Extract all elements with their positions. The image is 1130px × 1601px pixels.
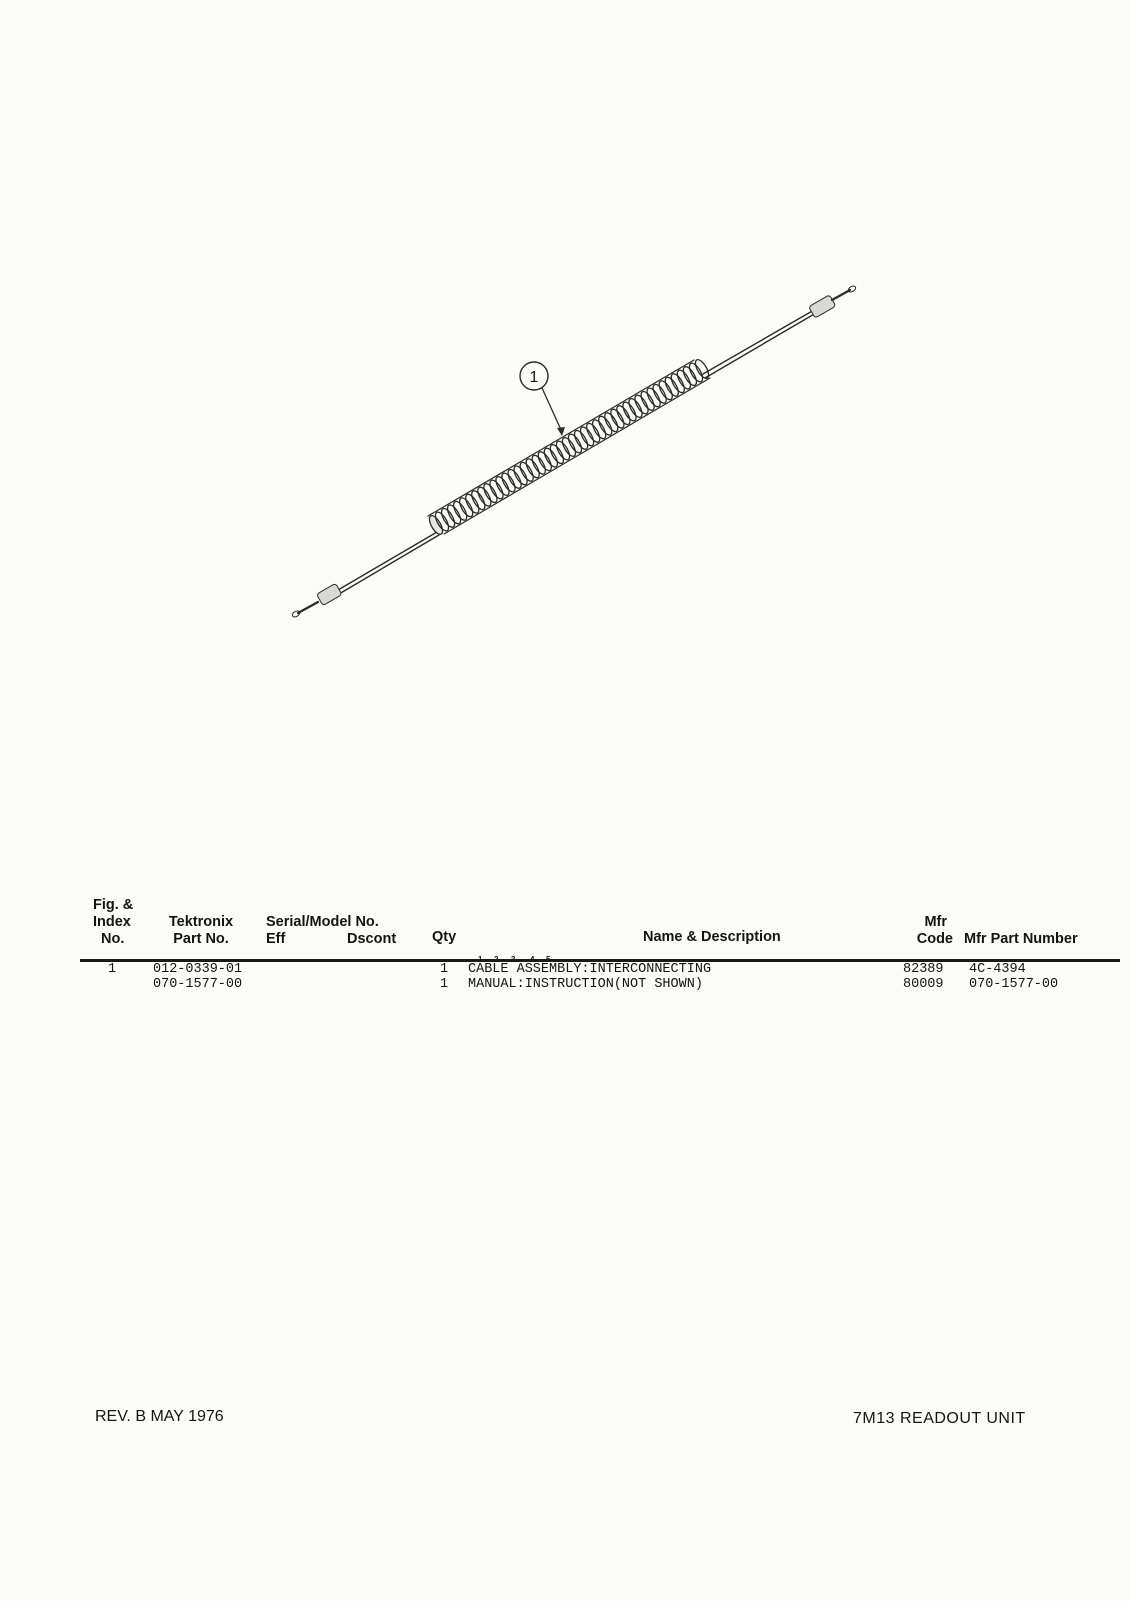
header-fig-index [93, 897, 133, 948]
footer-revision: REV. B MAY 1976 [95, 1408, 224, 1425]
callout-arrowhead [557, 427, 565, 436]
cable-assembly [291, 285, 856, 618]
callout-number: 1 [529, 369, 539, 386]
header-mfr-part-number: Mfr Part Number [964, 931, 1078, 947]
header-tek-line2: Part No. [173, 931, 229, 947]
header-name-description: Name & Description [643, 929, 781, 945]
header-serial-model: Serial/Model No. [266, 914, 379, 930]
upper-connector [809, 285, 857, 318]
footer-title: 7M13 READOUT UNIT [853, 1410, 1026, 1427]
row-mfr-code: 80009 [903, 977, 944, 992]
row-index: 1 [108, 962, 117, 977]
header-eff: Eff [266, 931, 286, 947]
cable-assembly-illustration [0, 0, 1130, 700]
row-description: MANUAL:INSTRUCTION(NOT SHOWN) [468, 977, 703, 992]
row-description: CABLE ASSEMBLY:INTERCONNECTING [468, 962, 712, 977]
header-mfr-code-line2: Code [916, 931, 953, 947]
header-qty: Qty [432, 929, 457, 945]
lower-connector [291, 583, 342, 618]
row-mfr-code: 82389 [903, 962, 944, 977]
row-mfr-part: 4C-4394 [969, 962, 1026, 977]
callout [520, 362, 565, 436]
header-mfr-code [905, 914, 953, 948]
header-fig-line1: Fig. & [93, 897, 134, 913]
row-part-number: 012-0339-01 [153, 962, 243, 977]
row-qty: 1 [440, 962, 449, 977]
row-qty: 1 [440, 977, 449, 992]
header-dscont: Dscont [347, 931, 397, 947]
header-fig-line2: Index [93, 914, 131, 930]
header-tek-line1: Tektronix [168, 914, 234, 930]
header-fig-line3: No. [101, 931, 125, 947]
callout-leader [542, 388, 562, 432]
header-tek-part [166, 914, 236, 948]
row-mfr-part: 070-1577-00 [969, 977, 1059, 992]
header-mfr-code-line1: Mfr [924, 914, 947, 930]
row-part-number: 070-1577-00 [153, 977, 243, 992]
